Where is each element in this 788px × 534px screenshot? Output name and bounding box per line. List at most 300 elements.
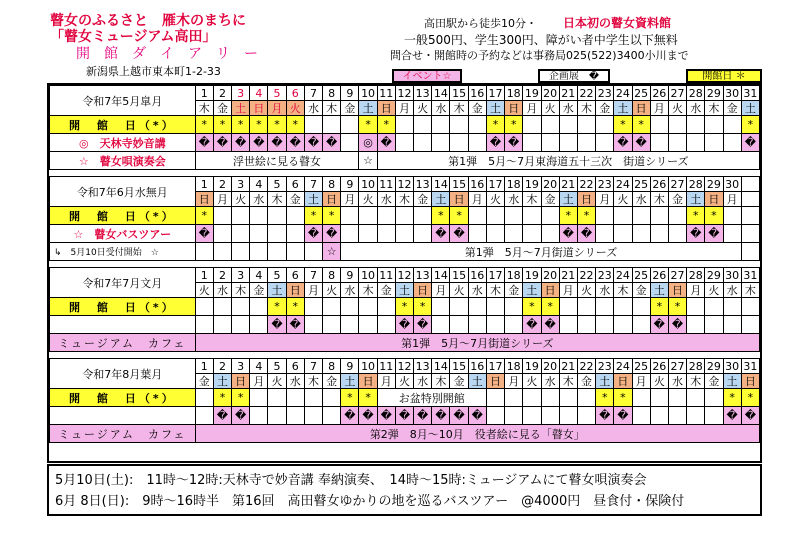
weekday-cell: 月 — [304, 283, 322, 298]
weekday-cell: 木 — [650, 192, 668, 207]
weekday-cell: 木 — [304, 374, 322, 389]
day-mark — [741, 225, 759, 243]
day-number: 23 — [596, 86, 614, 101]
row-label-event: ☆ 瞽女唄演奏会 — [50, 152, 196, 170]
day-mark — [486, 298, 504, 316]
row-note: ☆ — [359, 152, 377, 170]
day-mark — [304, 389, 322, 407]
day-mark: � — [468, 407, 486, 425]
row-label-note: ↳ 5月10日受付開始 ☆ — [50, 243, 196, 261]
day-number: 7 — [304, 86, 322, 101]
day-mark — [323, 316, 341, 334]
day-mark: � — [213, 134, 231, 152]
weekday-cell: 金 — [213, 101, 231, 116]
weekday-cell: 火 — [541, 101, 559, 116]
day-mark — [195, 243, 213, 261]
month-gap — [50, 170, 760, 177]
day-mark — [395, 134, 413, 152]
weekday-cell: 火 — [668, 101, 686, 116]
day-mark: * — [614, 389, 632, 407]
day-number: 31 — [741, 268, 759, 283]
weekday-cell: 日 — [250, 101, 268, 116]
day-mark: � — [377, 407, 395, 425]
day-number: 8 — [323, 177, 341, 192]
day-number: 11 — [377, 86, 395, 101]
day-mark — [596, 116, 614, 134]
header-address: 新潟県上越市東本町1-2-33 — [86, 65, 221, 78]
calendar-grid — [47, 83, 762, 463]
day-mark — [523, 407, 541, 425]
day-mark — [505, 316, 523, 334]
header-line1: 瞽女のふるさと 雁木のまちに — [50, 13, 246, 29]
day-mark — [577, 316, 595, 334]
weekday-cell: 土 — [650, 283, 668, 298]
day-number: 17 — [486, 177, 504, 192]
day-mark: � — [741, 407, 759, 425]
day-number: 12 — [395, 86, 413, 101]
day-mark: * — [341, 389, 359, 407]
header-tagline: 日本初の瞽女資料館 — [563, 16, 672, 30]
day-mark — [723, 134, 741, 152]
day-mark — [687, 298, 705, 316]
day-number: 3 — [232, 268, 250, 283]
weekday-cell: 金 — [450, 374, 468, 389]
day-number: 10 — [359, 359, 377, 374]
day-mark: � — [323, 225, 341, 243]
weekday-cell: 日 — [541, 283, 559, 298]
day-mark: * — [705, 207, 723, 225]
day-number: 10 — [359, 177, 377, 192]
day-mark: � — [232, 134, 250, 152]
day-mark — [414, 116, 432, 134]
day-mark — [705, 316, 723, 334]
day-mark: * — [195, 116, 213, 134]
day-mark — [286, 407, 304, 425]
weekday-cell: 土 — [304, 192, 322, 207]
day-mark — [559, 316, 577, 334]
weekday-cell: 木 — [323, 101, 341, 116]
weekday-cell: 火 — [395, 374, 413, 389]
day-number: 27 — [668, 359, 686, 374]
weekday-cell: 日 — [450, 192, 468, 207]
day-number: 17 — [486, 268, 504, 283]
weekday-cell: 木 — [705, 101, 723, 116]
day-mark — [341, 298, 359, 316]
weekday-cell: 水 — [213, 283, 231, 298]
day-mark — [250, 389, 268, 407]
day-number: 4 — [250, 268, 268, 283]
day-mark: * — [614, 116, 632, 134]
day-mark: � — [450, 225, 468, 243]
weekday-cell: 月 — [632, 374, 650, 389]
day-mark — [668, 116, 686, 134]
day-number: 19 — [523, 86, 541, 101]
day-mark — [304, 316, 322, 334]
weekday-cell: 日 — [577, 192, 595, 207]
day-mark — [687, 134, 705, 152]
day-mark — [523, 225, 541, 243]
weekday-cell: 月 — [432, 283, 450, 298]
day-mark: * — [304, 207, 322, 225]
day-number: 9 — [341, 268, 359, 283]
weekday-cell: 日 — [377, 101, 395, 116]
day-mark — [377, 316, 395, 334]
day-mark: * — [250, 116, 268, 134]
day-mark — [395, 225, 413, 243]
day-mark — [341, 207, 359, 225]
weekday-cell: 木 — [232, 283, 250, 298]
day-number: 30 — [723, 268, 741, 283]
day-mark — [741, 298, 759, 316]
day-mark — [341, 116, 359, 134]
day-mark — [577, 116, 595, 134]
day-mark — [450, 298, 468, 316]
day-number: 16 — [468, 359, 486, 374]
day-mark — [341, 134, 359, 152]
day-mark — [541, 389, 559, 407]
day-mark: * — [632, 116, 650, 134]
day-mark — [250, 225, 268, 243]
row-label-open: 開 館 日（*） — [50, 389, 196, 407]
day-mark — [650, 389, 668, 407]
weekday-cell: 土 — [523, 283, 541, 298]
day-number: 9 — [341, 177, 359, 192]
weekday-cell: 火 — [359, 192, 377, 207]
day-mark — [632, 207, 650, 225]
day-mark: � — [650, 316, 668, 334]
day-number: 27 — [668, 268, 686, 283]
day-number: 27 — [668, 86, 686, 101]
day-number: 22 — [577, 86, 595, 101]
day-number: 21 — [559, 359, 577, 374]
day-mark — [559, 389, 577, 407]
day-mark: * — [505, 116, 523, 134]
weekday-cell: 月 — [596, 192, 614, 207]
day-mark: � — [687, 225, 705, 243]
day-number: 5 — [268, 177, 286, 192]
weekday-cell — [741, 192, 759, 207]
day-mark: ◎ — [359, 134, 377, 152]
weekday-cell: 金 — [596, 101, 614, 116]
weekday-cell: 金 — [323, 374, 341, 389]
day-number: 22 — [577, 268, 595, 283]
day-mark — [468, 298, 486, 316]
header-line2: 「瞽女ミュージアム高田」 — [50, 29, 217, 45]
day-mark: * — [395, 298, 413, 316]
day-mark — [286, 389, 304, 407]
legend-open-badge: 開館日 ＊ — [686, 69, 762, 83]
day-number: 26 — [650, 268, 668, 283]
day-mark: * — [232, 389, 250, 407]
day-mark: � — [559, 225, 577, 243]
day-mark — [505, 407, 523, 425]
day-mark: � — [541, 316, 559, 334]
day-mark — [632, 407, 650, 425]
day-mark — [668, 225, 686, 243]
day-number: 1 — [195, 268, 213, 283]
day-number: 19 — [523, 268, 541, 283]
weekday-cell: 金 — [723, 101, 741, 116]
day-mark — [705, 134, 723, 152]
weekday-cell: 土 — [213, 374, 231, 389]
day-mark — [486, 316, 504, 334]
weekday-cell: 木 — [614, 283, 632, 298]
weekday-cell: 日 — [632, 101, 650, 116]
weekday-cell: 木 — [195, 101, 213, 116]
weekday-cell: 土 — [359, 101, 377, 116]
day-mark — [377, 225, 395, 243]
weekday-cell: 月 — [468, 192, 486, 207]
weekday-cell: 水 — [286, 374, 304, 389]
weekday-cell: 水 — [505, 192, 523, 207]
day-mark — [450, 134, 468, 152]
day-mark — [304, 243, 322, 261]
day-mark — [268, 207, 286, 225]
weekday-cell: 日 — [486, 374, 504, 389]
day-mark: * — [213, 116, 231, 134]
weekday-cell: 水 — [468, 283, 486, 298]
weekday-cell: 日 — [286, 283, 304, 298]
weekday-cell: 水 — [687, 101, 705, 116]
weekday-cell: 木 — [687, 374, 705, 389]
day-number: 6 — [286, 359, 304, 374]
weekday-cell: 水 — [414, 374, 432, 389]
day-mark: � — [614, 407, 632, 425]
weekday-cell: 金 — [468, 101, 486, 116]
day-mark — [541, 116, 559, 134]
row-label-open: 開 館 日（*） — [50, 116, 196, 134]
weekday-cell: 水 — [668, 374, 686, 389]
day-number: 4 — [250, 177, 268, 192]
day-mark: � — [596, 407, 614, 425]
weekday-cell: 日 — [323, 192, 341, 207]
day-mark: * — [414, 298, 432, 316]
day-mark — [541, 225, 559, 243]
day-mark — [650, 225, 668, 243]
weekday-cell: 土 — [341, 374, 359, 389]
day-number: 23 — [596, 268, 614, 283]
day-mark — [577, 407, 595, 425]
day-mark: * — [668, 298, 686, 316]
day-mark — [523, 134, 541, 152]
header-contact: 問合せ・開館時の予約などは事務局025(522)3400小川まで — [390, 49, 689, 62]
weekday-cell: 土 — [232, 101, 250, 116]
weekday-cell: 水 — [541, 374, 559, 389]
day-number: 18 — [505, 86, 523, 101]
day-number: 8 — [323, 268, 341, 283]
day-number: 31 — [741, 359, 759, 374]
row-label-blank — [50, 407, 196, 425]
weekday-cell: 金 — [195, 374, 213, 389]
day-mark — [213, 207, 231, 225]
day-number: 16 — [468, 268, 486, 283]
day-mark — [741, 316, 759, 334]
day-mark: � — [668, 316, 686, 334]
day-mark — [486, 207, 504, 225]
day-number: 1 — [195, 86, 213, 101]
month-title: 令和7年8月葉月 — [50, 359, 196, 389]
day-mark — [632, 298, 650, 316]
weekday-cell: 日 — [195, 192, 213, 207]
day-mark — [304, 116, 322, 134]
day-number: 23 — [596, 177, 614, 192]
day-mark — [450, 116, 468, 134]
day-mark — [559, 134, 577, 152]
day-mark: � — [395, 407, 413, 425]
day-mark — [505, 298, 523, 316]
footer-notes — [47, 464, 762, 516]
day-mark — [614, 225, 632, 243]
day-mark: � — [268, 134, 286, 152]
day-number: 7 — [304, 177, 322, 192]
day-mark — [559, 298, 577, 316]
row-label-cafe: ミュージアム カフェ — [50, 334, 196, 352]
day-number: 17 — [486, 86, 504, 101]
day-mark — [650, 207, 668, 225]
month-title: 令和7年7月文月 — [50, 268, 196, 298]
weekday-cell: 月 — [377, 374, 395, 389]
day-mark — [559, 407, 577, 425]
day-mark: � — [286, 134, 304, 152]
day-mark — [286, 225, 304, 243]
day-number: 24 — [614, 177, 632, 192]
day-number: 28 — [687, 268, 705, 283]
weekday-cell: 火 — [323, 283, 341, 298]
day-mark — [486, 389, 504, 407]
day-mark — [687, 116, 705, 134]
day-number: 10 — [359, 86, 377, 101]
day-number: 2 — [213, 86, 231, 101]
day-mark — [432, 316, 450, 334]
weekday-cell: 月 — [395, 101, 413, 116]
weekday-cell: 木 — [577, 101, 595, 116]
weekday-cell: 土 — [741, 101, 759, 116]
legend-event-badge: イベント☆ — [392, 69, 462, 83]
day-mark — [741, 243, 759, 261]
calendar-table — [49, 85, 760, 443]
day-mark: * — [359, 116, 377, 134]
day-number: 31 — [741, 86, 759, 101]
day-number: 25 — [632, 86, 650, 101]
day-mark — [195, 407, 213, 425]
weekday-cell: 火 — [650, 374, 668, 389]
day-mark — [414, 225, 432, 243]
row-note: お盆特別開館 — [377, 389, 486, 407]
day-number: 19 — [523, 359, 541, 374]
weekday-cell: 金 — [414, 192, 432, 207]
day-mark — [741, 207, 759, 225]
month-gap — [50, 352, 760, 359]
weekday-cell: 水 — [432, 101, 450, 116]
day-mark: � — [377, 134, 395, 152]
day-number: 28 — [687, 359, 705, 374]
day-mark — [268, 225, 286, 243]
weekday-cell: 月 — [268, 101, 286, 116]
day-mark: * — [232, 116, 250, 134]
footer-line1: 5月10日(土): 11時～12時:天林寺で妙音講 奉納演奏、 14時～15時:ミュージアムにて瞽女唄演奏会 — [55, 473, 647, 488]
day-mark — [541, 207, 559, 225]
day-mark — [213, 225, 231, 243]
day-number: 29 — [705, 177, 723, 192]
weekday-cell: 月 — [723, 192, 741, 207]
weekday-cell: 金 — [705, 374, 723, 389]
day-mark — [614, 316, 632, 334]
day-mark — [304, 298, 322, 316]
weekday-cell: 日 — [414, 283, 432, 298]
weekday-cell: 土 — [395, 283, 413, 298]
day-mark: * — [377, 116, 395, 134]
day-mark — [359, 207, 377, 225]
day-number: 12 — [395, 359, 413, 374]
weekday-cell: 水 — [596, 283, 614, 298]
day-mark — [705, 389, 723, 407]
weekday-cell: 金 — [341, 101, 359, 116]
month-title: 令和7年6月水無月 — [50, 177, 196, 207]
day-number: 25 — [632, 177, 650, 192]
day-mark — [650, 407, 668, 425]
day-number: 20 — [541, 177, 559, 192]
day-mark — [213, 243, 231, 261]
day-number: 19 — [523, 177, 541, 192]
day-mark: � — [577, 225, 595, 243]
day-mark — [596, 134, 614, 152]
day-number: 18 — [505, 268, 523, 283]
weekday-cell: 日 — [705, 192, 723, 207]
day-mark: � — [614, 134, 632, 152]
day-number: 3 — [232, 359, 250, 374]
day-mark — [213, 316, 231, 334]
day-mark: � — [450, 407, 468, 425]
day-number: 30 — [723, 359, 741, 374]
day-mark — [432, 116, 450, 134]
day-number: 4 — [250, 359, 268, 374]
weekday-cell: 金 — [377, 283, 395, 298]
day-number: 12 — [395, 268, 413, 283]
day-mark — [596, 316, 614, 334]
weekday-cell: 水 — [723, 283, 741, 298]
day-number: 20 — [541, 268, 559, 283]
day-mark — [723, 298, 741, 316]
day-mark: * — [559, 207, 577, 225]
day-mark — [195, 316, 213, 334]
day-mark: � — [523, 316, 541, 334]
day-mark: � — [395, 316, 413, 334]
day-mark: � — [213, 407, 231, 425]
month-title: 令和7年5月皐月 — [50, 86, 196, 116]
day-number: 12 — [395, 177, 413, 192]
weekday-cell: 月 — [559, 283, 577, 298]
day-number: 22 — [577, 359, 595, 374]
day-number: 11 — [377, 268, 395, 283]
day-mark — [232, 243, 250, 261]
day-number: 2 — [213, 177, 231, 192]
row-note: 浮世絵に見る瞽女 — [195, 152, 359, 170]
day-number: 29 — [705, 86, 723, 101]
day-mark: * — [450, 207, 468, 225]
day-mark — [250, 243, 268, 261]
day-number: 30 — [723, 86, 741, 101]
row-note: 第1弾 5月～7月街道シリーズ — [341, 243, 741, 261]
day-mark — [323, 407, 341, 425]
day-mark: * — [741, 389, 759, 407]
weekday-cell: 火 — [232, 192, 250, 207]
day-mark: � — [268, 316, 286, 334]
day-mark — [377, 298, 395, 316]
day-mark — [577, 134, 595, 152]
day-number: 5 — [268, 86, 286, 101]
day-number: 6 — [286, 86, 304, 101]
day-mark: * — [286, 116, 304, 134]
